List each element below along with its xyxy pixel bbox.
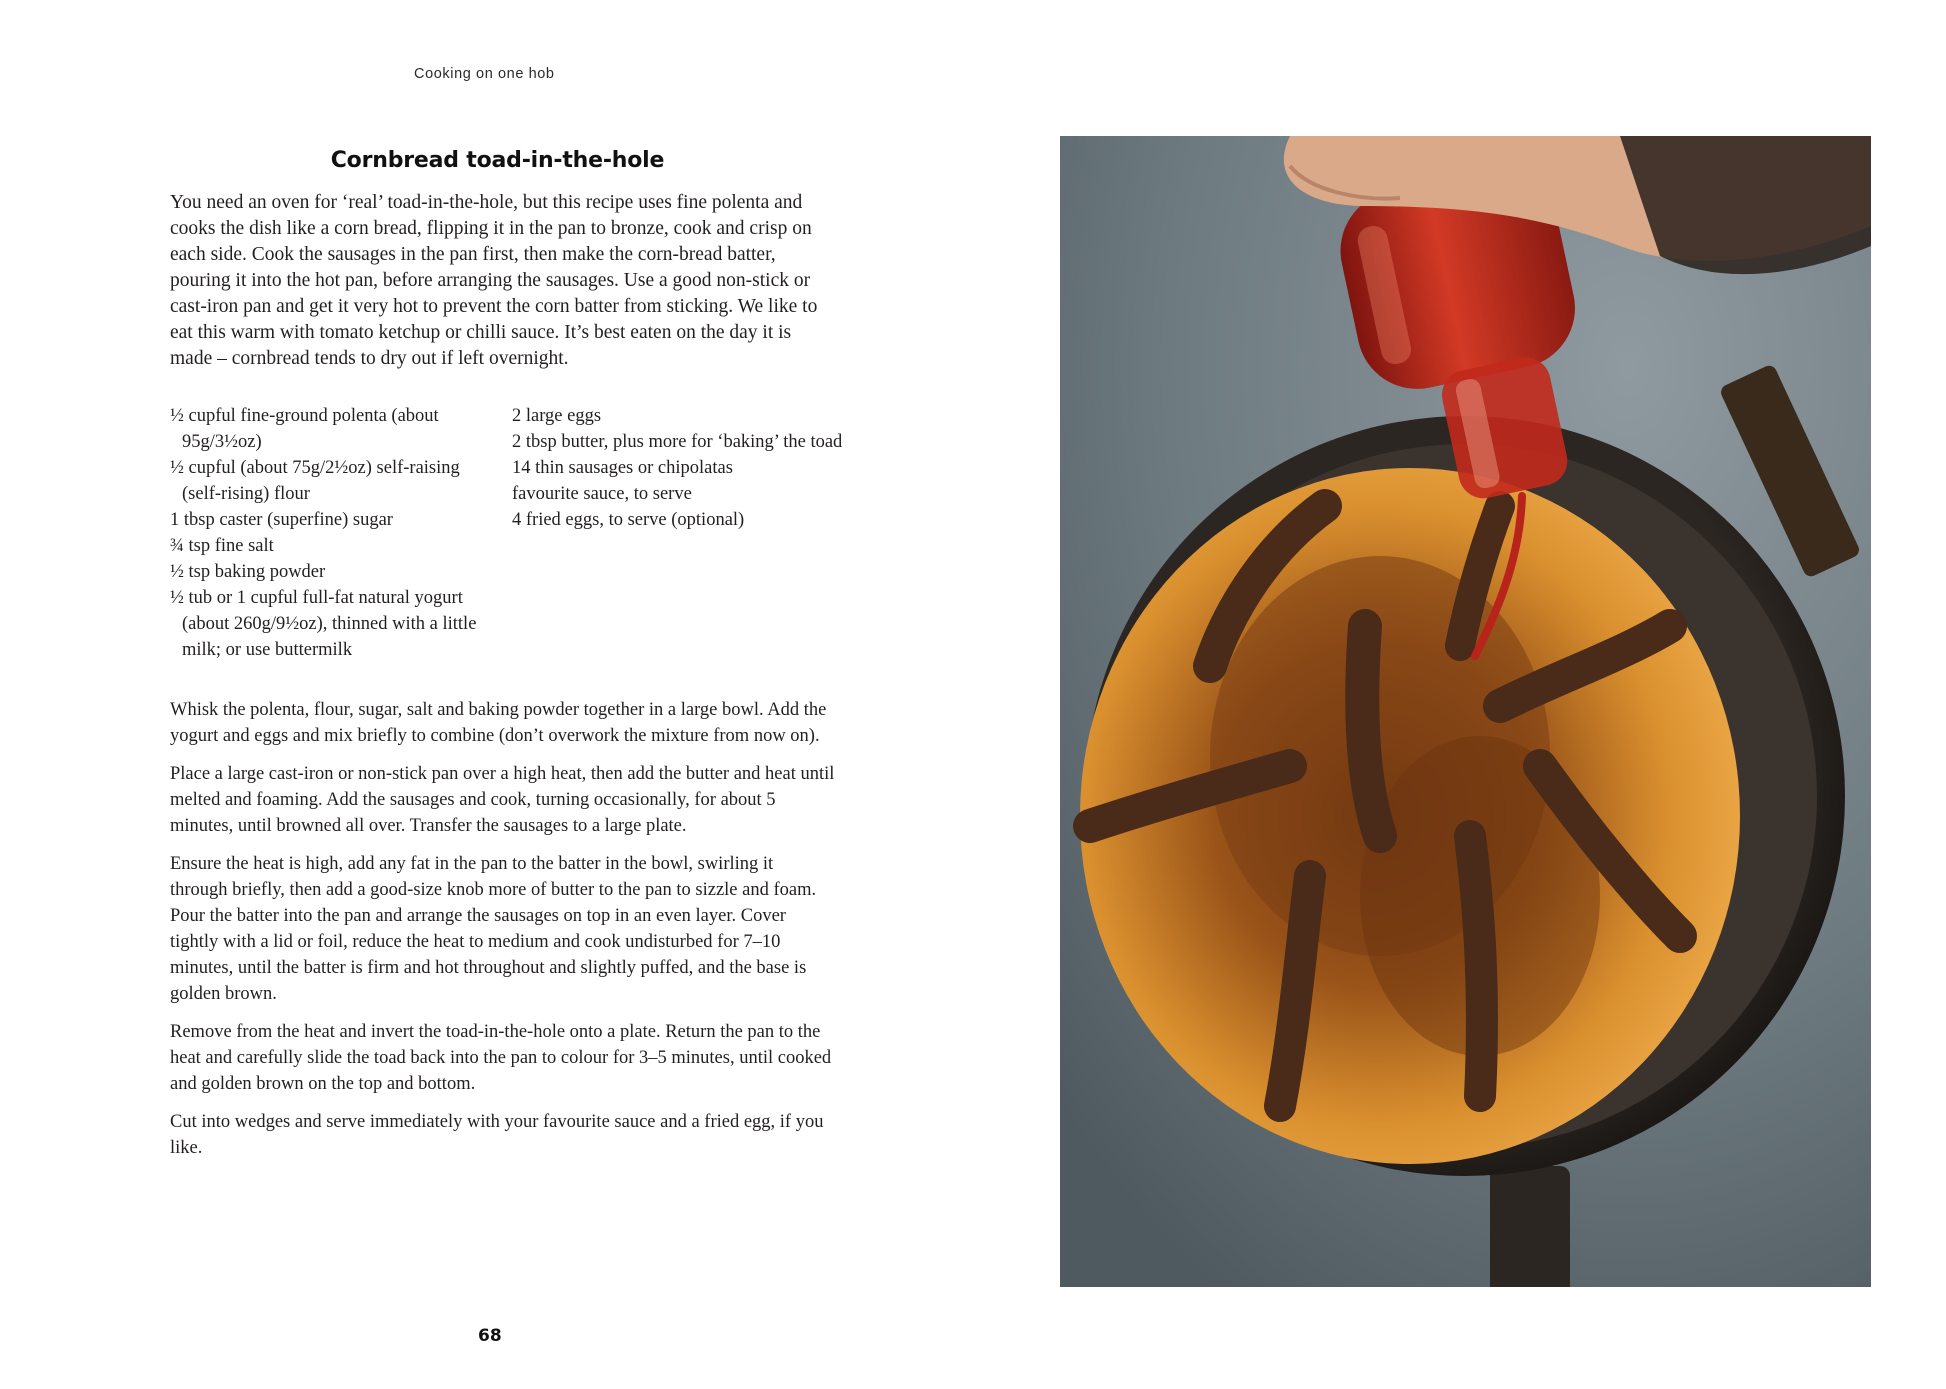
method-step: Ensure the heat is high, add any fat in the pan to the batter in the bowl, swirling it through briefly, then add a good-size knob more of butter to the pan to sizzle and foam. Pour the batter into the pan and arrange the sausages on top in an even layer. Cover tightly with a lid or foil, reduce the heat to medium and cook undisturbed for 7–10 minutes, until the batter is firm and hot throughout and slightly puffed, and the base is golden brown. (170, 854, 817, 1004)
method-step: Remove from the heat and invert the toad-in-the-hole onto a plate. Return the pan to the heat and carefully slide the toad back into the pan to colour for 3–5 minutes, until cooked and golden brown on the top and bottom. (170, 1022, 832, 1094)
ingredient-item: 1 tbsp caster (superfine) sugar (170, 510, 393, 530)
recipe-title: Cornbread toad-in-the-hole (330, 147, 665, 173)
ingredient-item: favourite sauce, to serve (512, 484, 692, 504)
ingredient-item: ½ cupful fine-ground polenta (about 95g/3½oz) (170, 406, 439, 452)
page-number: 68 (478, 1326, 502, 1346)
ingredient-item: ½ tub or 1 cupful full-fat natural yogurt (about 260g/9½oz), thinned with a little milk; or use buttermilk (170, 588, 477, 660)
ingredient-item: 14 thin sausages or chipolatas (512, 458, 733, 478)
ingredient-item: ½ tsp baking powder (170, 562, 326, 582)
ingredients-column-left (170, 403, 500, 663)
recipe-intro: You need an oven for ‘real’ toad-in-the-hole, but this recipe uses fine polenta and cooks the dish like a corn bread, flipping it in the pan to bronze, cook and crisp on each side. Cook the sausages in the pan first, then make the corn-bread batter, pouring it into the hot pan, before arranging the sausages. Use a good non-stick or cast-iron pan and get it very hot to prevent the corn batter from sticking. We like to eat this warm with tomato ketchup or chilli sauce. It’s best eaten on the day it is made – cornbread tends to dry out if left overnight. (170, 192, 818, 369)
method-step: Place a large cast-iron or non-stick pan over a high heat, then add the butter and heat until melted and foaming. Add the sausages and cook, turning occasionally, for about 5 minutes, until browned all over. Transfer the sausages to a large plate. (170, 764, 835, 836)
method-steps (170, 697, 835, 1173)
ingredient-item: 2 tbsp butter, plus more for ‘baking’ the toad (512, 432, 843, 452)
method-step: Whisk the polenta, flour, sugar, salt and baking powder together in a large bowl. Add the yogurt and eggs and mix briefly to combine (don’t overwork the mixture from now on). (170, 700, 827, 746)
ingredient-item: ½ cupful (about 75g/2½oz) self-raising (self-rising) flour (170, 458, 460, 504)
running-head: Cooking on one hob (414, 66, 555, 82)
ingredient-item: 2 large eggs (512, 406, 602, 426)
ingredient-item: 4 fried eggs, to serve (optional) (512, 510, 745, 530)
ingredient-item: ¾ tsp fine salt (170, 536, 274, 556)
ingredients-column-right (512, 403, 852, 533)
method-step: Cut into wedges and serve immediately with your favourite sauce and a fried egg, if you like. (170, 1112, 824, 1158)
cornbread-toad-in-the-hole-photo (1060, 136, 1871, 1287)
